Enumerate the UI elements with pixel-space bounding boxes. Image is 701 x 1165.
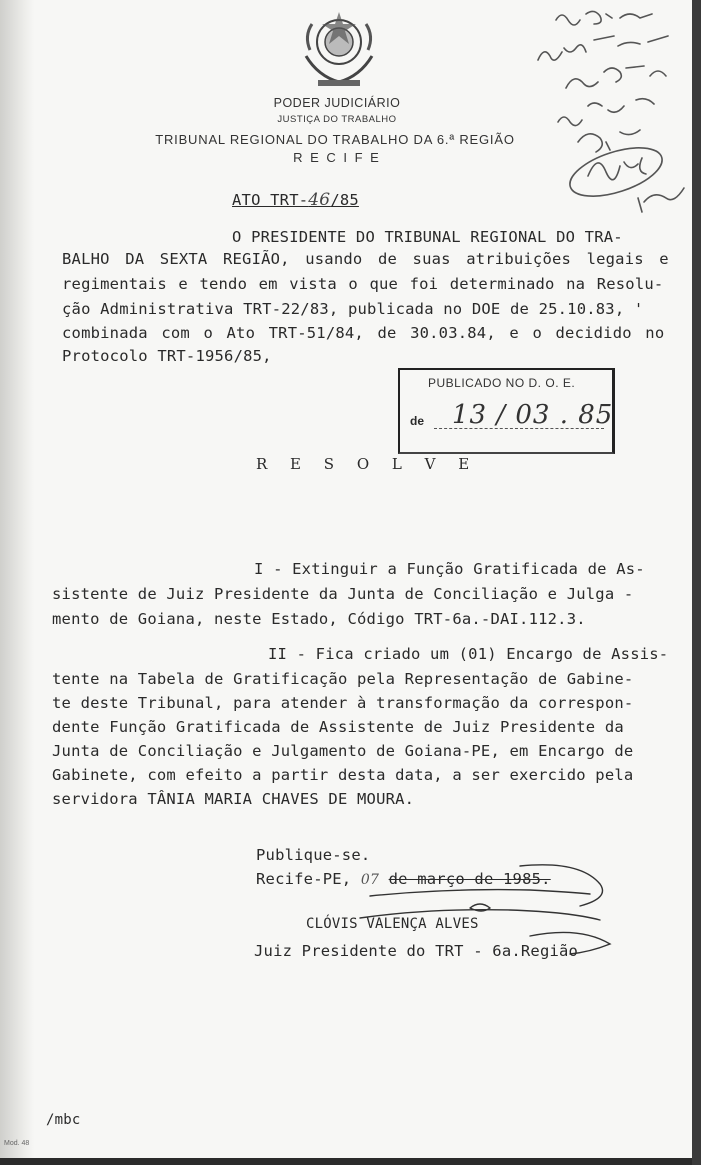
handwritten-marginal-notes [508, 2, 692, 217]
publique-se: Publique-se. [256, 846, 371, 864]
header-tribunal-regional: TRIBUNAL REGIONAL DO TRABALHO DA 6.ª REGIÃO [155, 132, 515, 147]
item-2-line-3: te deste Tribunal, para atender à transformação da correspon- [52, 694, 634, 712]
preamble-line-2: BALHO DA SEXTA REGIÃO, usando de suas atribuições legais e [62, 250, 669, 268]
act-title-prefix: ATO TRT- [232, 191, 309, 209]
header-recife: R E C I F E [293, 150, 381, 165]
page-binding-shadow [0, 0, 34, 1158]
header-poder-judiciario: PODER JUDICIÁRIO [273, 96, 401, 110]
act-number-handwritten: 46 [308, 190, 331, 210]
stamp-de-label: de [410, 414, 425, 428]
header-justica-do-trabalho: JUSTIÇA DO TRABALHO [277, 114, 397, 125]
item-2-line-5: Junta de Conciliação e Julgamento de Goiana-PE, em Encargo de [52, 742, 634, 760]
publication-stamp [398, 368, 615, 454]
preamble-line-1: O PRESIDENTE DO TRIBUNAL REGIONAL DO TRA- [232, 228, 623, 246]
date-suffix: de março de 1985. [388, 870, 551, 888]
item-2-line-6: Gabinete, com efeito a partir desta data, a ser exercido pela [52, 766, 634, 784]
item-2-line-7: servidora TÂNIA MARIA CHAVES DE MOURA. [52, 790, 415, 808]
typist-initials: /mbc [46, 1112, 81, 1128]
item-2-line-1: II - Fica criado um (01) Encargo de Assis- [268, 645, 669, 663]
form-model-number: Mod. 48 [4, 1140, 30, 1147]
stamp-label: PUBLICADO NO D. O. E. [428, 376, 576, 390]
coat-of-arms-emblem [298, 6, 380, 92]
preamble-line-6: Protocolo TRT-1956/85, [62, 347, 272, 365]
resolve-heading: R E S O L V E [256, 455, 479, 473]
signer-name: CLÓVIS VALENÇA ALVES [306, 916, 479, 932]
item-1-line-1: I - Extinguir a Função Gratificada de As- [254, 560, 645, 578]
stamp-date-handwritten: 13 / 03 . 85 [452, 400, 614, 430]
preamble-line-5: combinada com o Ato TRT-51/84, de 30.03.84, e o decidido no [62, 324, 665, 342]
date-prefix: Recife-PE, [256, 870, 352, 888]
item-1-line-3: mento de Goiana, neste Estado, Código TRT-6a.-DAI.112.3. [52, 610, 586, 628]
item-2-line-4: dente Função Gratificada de Assistente de Juiz Presidente da [52, 718, 624, 736]
preamble-line-3: regimentais e tendo em vista o que foi determinado na Resolu- [62, 275, 664, 293]
page-right-edge [692, 0, 701, 1165]
item-2-line-2: tente na Tabela de Gratificação pela Representação de Gabine- [52, 670, 634, 688]
preamble-line-4: ção Administrativa TRT-22/83, publicada no DOE de 25.10.83, ' [62, 300, 644, 318]
act-title [232, 190, 359, 210]
item-1-line-2: sistente de Juiz Presidente da Junta de Conciliação e Julga - [52, 585, 634, 603]
act-title-suffix: /85 [330, 191, 359, 209]
stamp-date-underline [434, 428, 604, 429]
date-day-handwritten: 07 [360, 872, 380, 888]
signer-role: Juiz Presidente do TRT - 6a.Região [254, 942, 579, 960]
